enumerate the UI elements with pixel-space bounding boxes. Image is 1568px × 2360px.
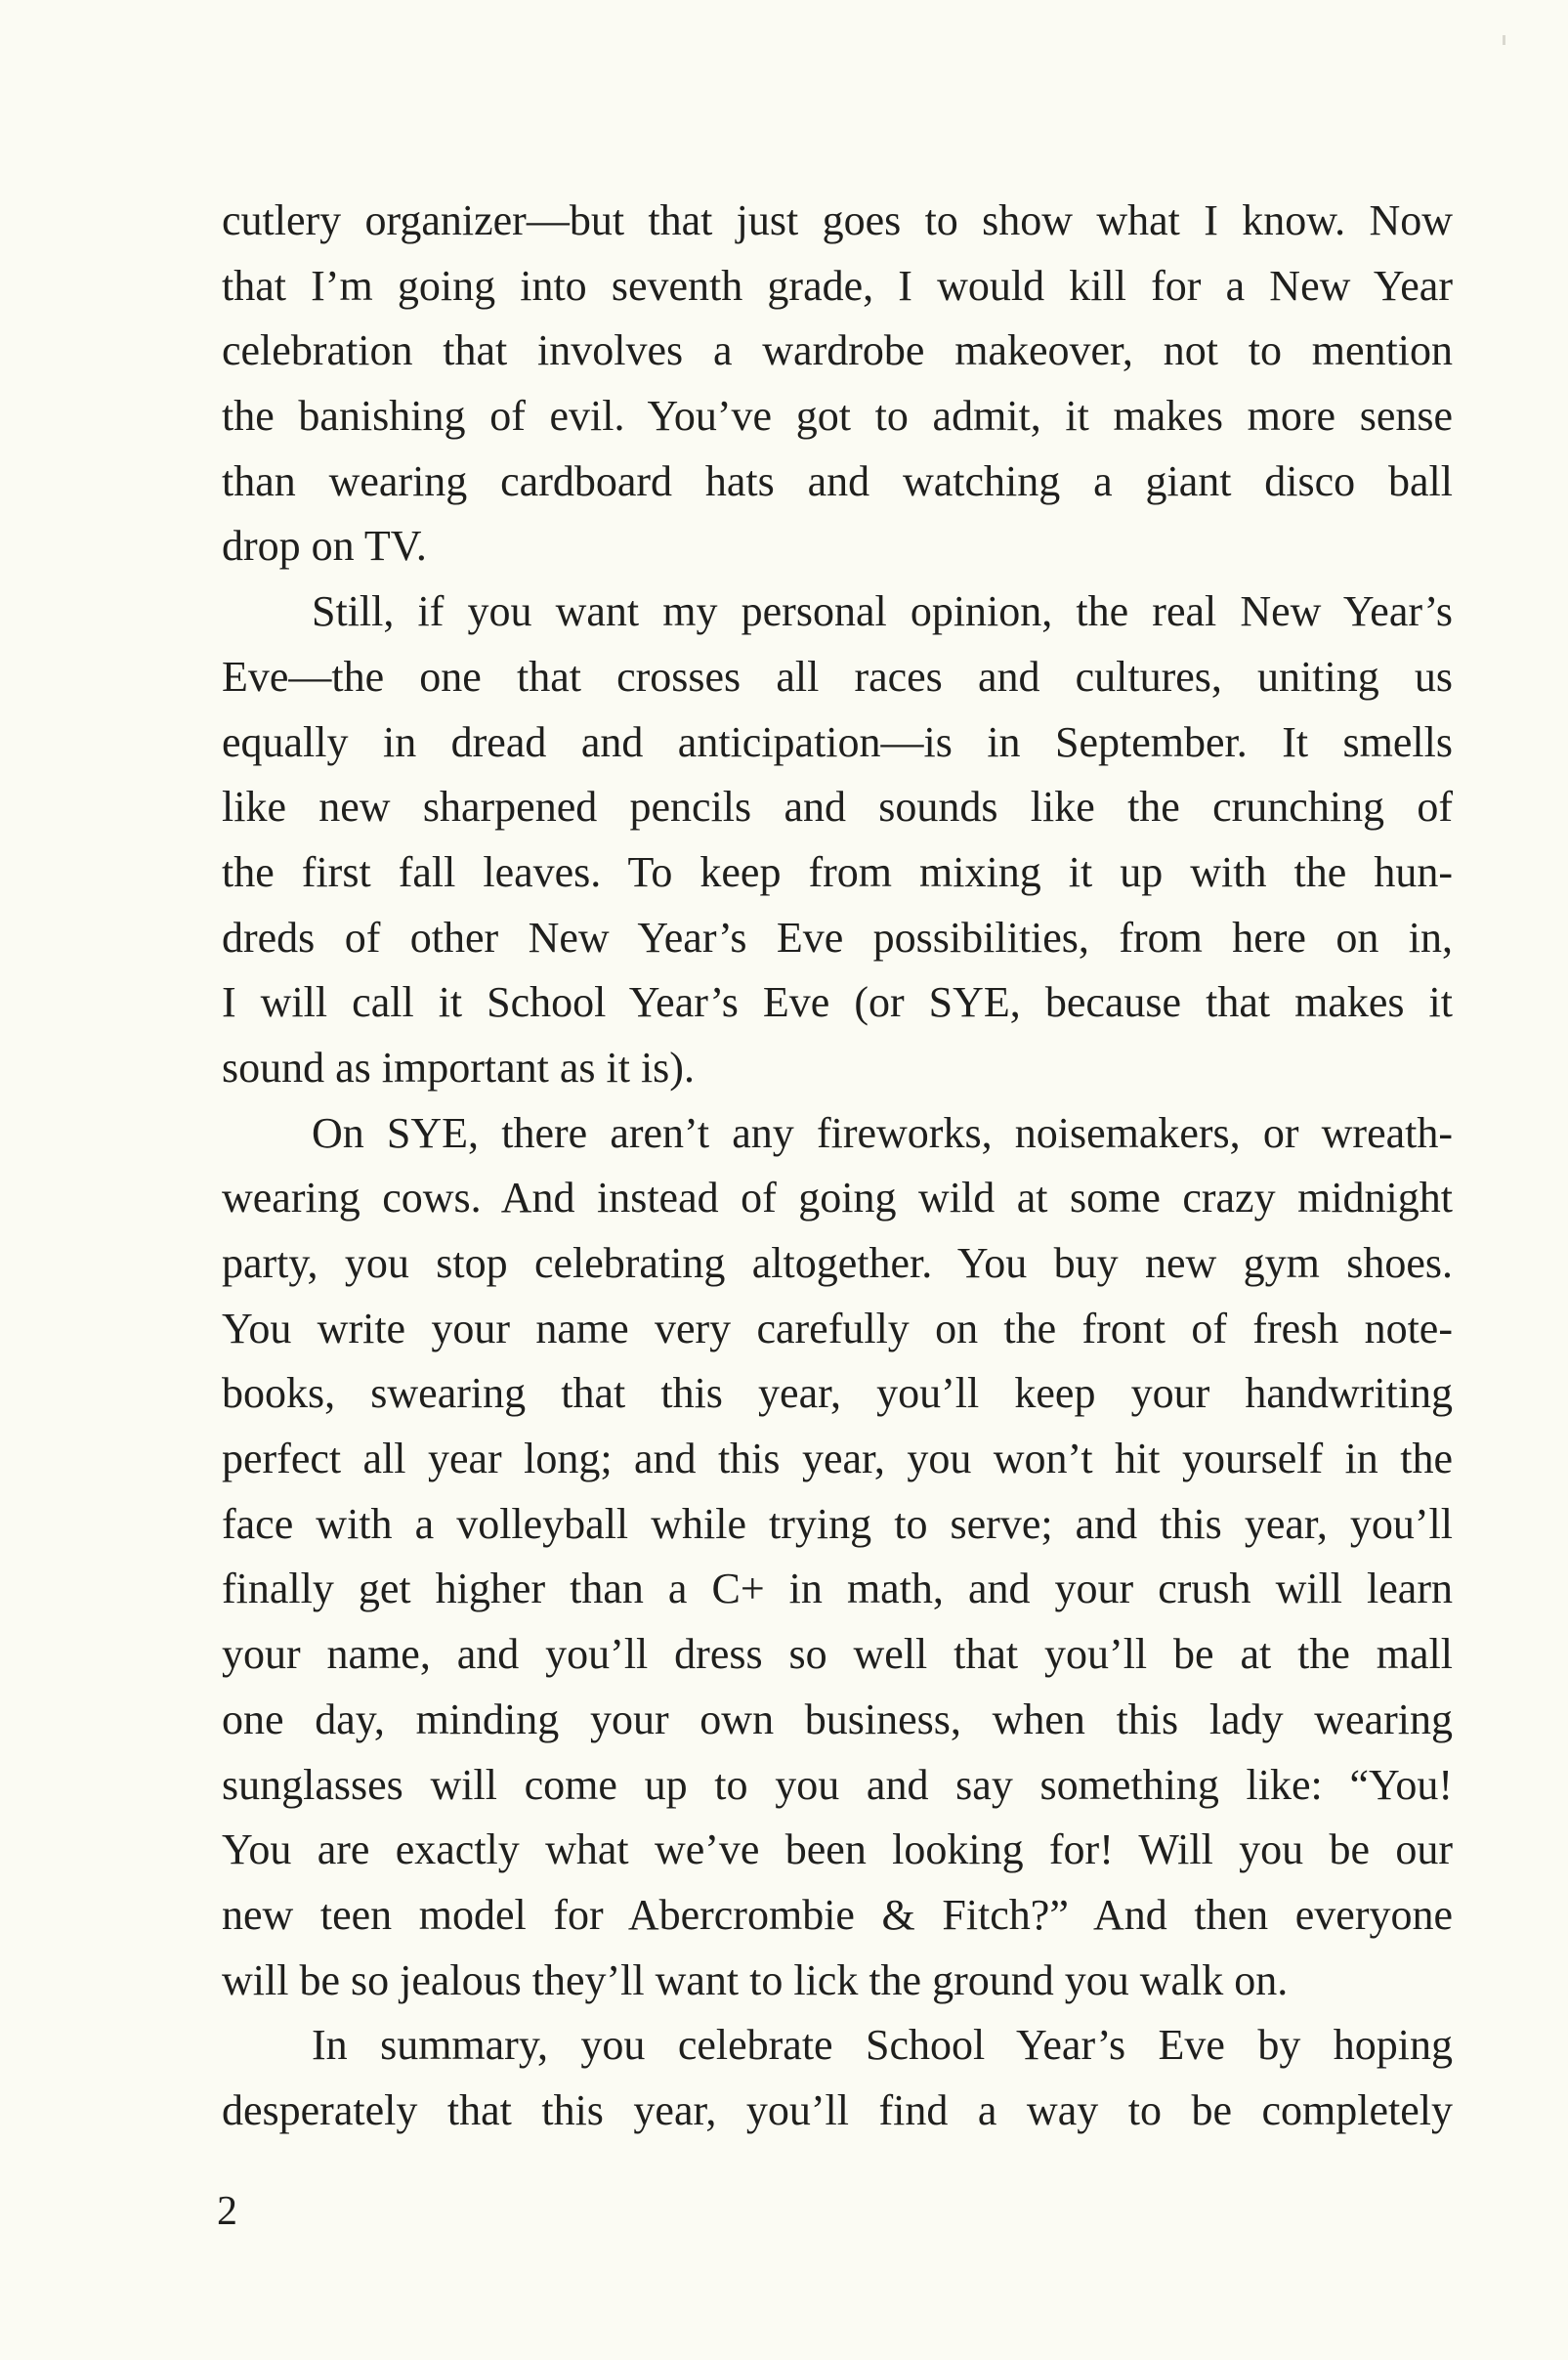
text-line: celebration that involves a wardrobe makeover, not to mention (222, 326, 1453, 375)
text-line: that I’m going into seventh grade, I would kill for a New Year (222, 261, 1453, 310)
text-line: face with a volleyball while trying to serve; and this year, you’ll (222, 1499, 1453, 1548)
text-line: books, swearing that this year, you’ll keep your handwriting (222, 1369, 1453, 1418)
text-line: dreds of other New Year’s Eve possibilities, from here on in, (222, 913, 1453, 962)
text-line: sunglasses will come up to you and say something like: “You! (222, 1760, 1453, 1809)
text-line: Eve—the one that crosses all races and cultures, uniting us (222, 652, 1453, 701)
text-line: the banishing of evil. You’ve got to admit, it makes more sense (222, 392, 1453, 441)
text-line: I will call it School Year’s Eve (or SYE, because that makes it (222, 978, 1453, 1027)
text-line: finally get higher than a C+ in math, and your crush will learn (222, 1565, 1453, 1613)
scan-mark (1503, 35, 1505, 45)
text-line: one day, minding your own business, when this lady wearing (222, 1695, 1453, 1743)
text-line: drop on TV. (222, 522, 427, 571)
text-line: cutlery organizer—but that just goes to show what I know. Now (222, 196, 1453, 244)
text-line: desperately that this year, you’ll find a way to be completely (222, 2085, 1453, 2134)
body-text (222, 189, 1453, 2144)
text-line: sound as important as it is). (222, 1043, 695, 1092)
text-line: the first fall leaves. To keep from mixing it up with the hun- (222, 847, 1453, 896)
text-line: wearing cows. And instead of going wild at some crazy midnight (222, 1174, 1453, 1223)
text-line: party, you stop celebrating altogether. You buy new gym shoes. (222, 1239, 1453, 1287)
text-line: new teen model for Abercrombie & Fitch?” And then everyone (222, 1890, 1453, 1939)
page-number: 2 (217, 2189, 237, 2234)
text-line-paragraph-start: In summary, you celebrate School Year’s Eve by hoping (312, 2021, 1453, 2070)
text-line: You are exactly what we’ve been looking for! Will you be our (222, 1825, 1453, 1874)
text-line-paragraph-start: On SYE, there aren’t any fireworks, noisemakers, or wreath- (312, 1108, 1453, 1157)
text-line: equally in dread and anticipation—is in September. It smells (222, 717, 1453, 766)
text-line: You write your name very carefully on the front of fresh note- (222, 1304, 1453, 1352)
text-line: than wearing cardboard hats and watching a giant disco ball (222, 456, 1453, 505)
text-line: perfect all year long; and this year, you won’t hit yourself in the (222, 1435, 1453, 1483)
text-line: your name, and you’ll dress so well that you’ll be at the mall (222, 1630, 1453, 1679)
text-line: will be so jealous they’ll want to lick the ground you walk on. (222, 1955, 1289, 2004)
text-line-paragraph-start: Still, if you want my personal opinion, the real New Year’s (312, 587, 1453, 636)
text-line: like new sharpened pencils and sounds like the crunching of (222, 783, 1453, 832)
